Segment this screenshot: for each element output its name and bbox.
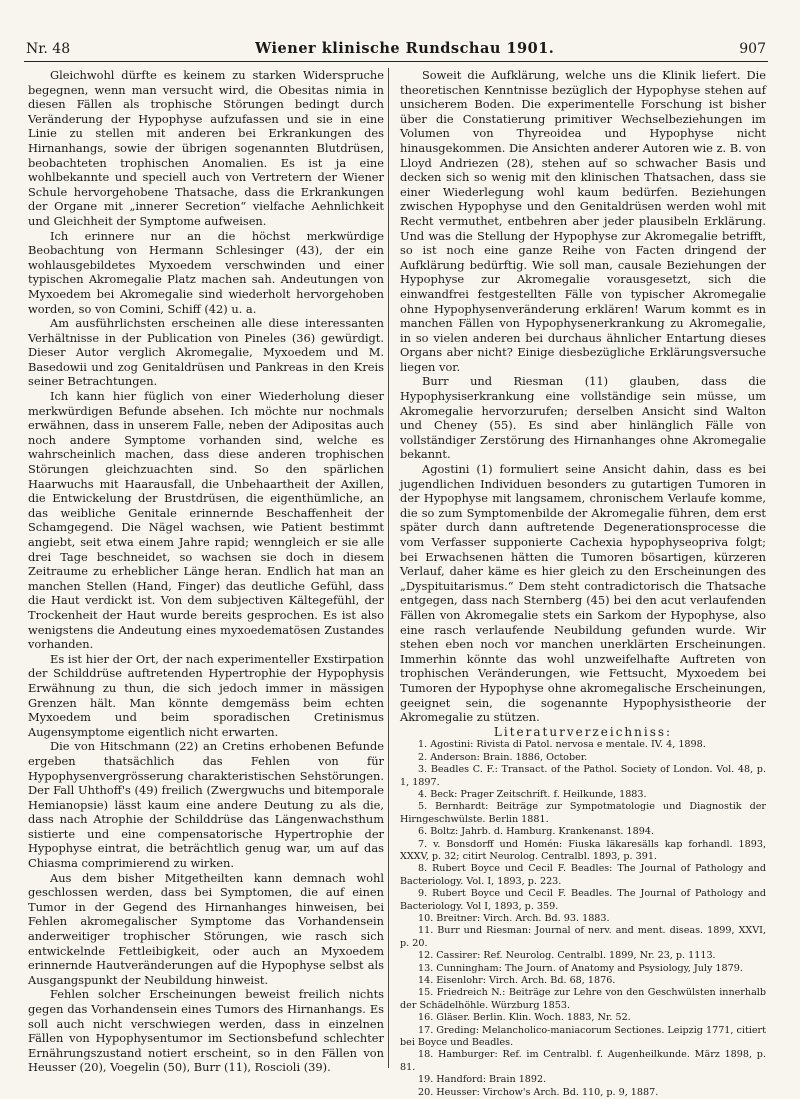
paragraph: Die von Hitschmann (22) an Cretins erhobenen Befunde ergeben thatsächlich das Fehlen von für Hypophysenvergrösserung charakteristischen Sehstörungen. Der Fall Uhthoff's (49) freilich (Zwergwuchs und bitemporale Hemianopsie) lässt kaum eine andere Deutung zu als die, dass nach Atrophie der Schilddrüse das Längenwachsthum sistierte und eine compensatorische Hypertrophie der Hypophyse eintrat, die beträchtlich genug war, um auf das Chiasma comprimierend zu wirken. [28, 739, 384, 871]
reference-item: 3. Beadles C. F.: Transact. of the Pathol. Society of London. Vol. 48, p. 1, 1897. [400, 764, 766, 788]
reference-item: 11. Burr und Riesman: Journal of nerv. and ment. diseas. 1899, XXVI, p. 20. [400, 925, 766, 949]
reference-item: 16. Gläser. Berlin. Klin. Woch. 1883, Nr. 52. [418, 1012, 631, 1024]
reference-item: 15. Friedreich N.: Beiträge zur Lehre von den Geschwülsten innerhalb der Schädelhöhle. Würzburg 1853. [400, 987, 766, 1011]
reference-item: 1. Agostini: Rivista di Patol. nervosa e mentale. IV. 4, 1898. [418, 739, 706, 751]
reference-item: 18. Hamburger: Ref. im Centralbl. f. Augenheilkunde. März 1898, p. 81. [400, 1049, 766, 1073]
issue-number: Nr. 48 [26, 41, 71, 57]
journal-title: Wiener klinische Rundschau 1901. [255, 40, 555, 57]
paragraph: Fehlen solcher Erscheinungen beweist freilich nichts gegen das Vorhandensein eines Tumors des Hirnanhangs. Es soll auch nicht verschwiegen werden, dass in einzelnen Fällen von Hypophysentumor im Sectionsbefund schlechter Ernährungszustand notiert erscheint, so in den Fällen von Heusser (20), Voegelin (50), Burr (11), Roscioli (39). [28, 987, 384, 1075]
paragraph: Aus dem bisher Mitgetheilten kann demnach wohl geschlossen werden, dass bei Symptomen, die auf einen Tumor in der Gegend des Hirnanhanges hinweisen, bei Fehlen akromegalischer Symptome das Vorhandensein anderweitiger trophischer Störungen, wie rasch sich entwickelnde Fettleibigkeit, oder auch an Myxoedem erinnernde Hautveränderungen auf die Hypophyse selbst als Ausgangspunkt der Neubildung hinweist. [28, 870, 384, 987]
paragraph: Burr und Riesman (11) glauben, dass die Hypophysiserkrankung eine vollständige sein müsse, um Akromegalie hervorzurufen; derselben Ansicht sind Walton und Cheney (55). Es sind aber hinlänglich Fälle von vollständiger Zerstörung des Hirnanhanges ohne Akromegalie bekannt. [400, 374, 766, 462]
paragraph: Ich kann hier füglich von einer Wiederholung dieser merkwürdigen Befunde absehen. Ich möchte nur nochmals erwähnen, dass in unserem Falle, neben der Adipositas auch noch andere Symptome vorhanden sind, welche es wahrscheinlich machen, dass diese anderen trophischen Störungen gleichzuachten sind. So den spärlichen Haarwuchs mit Haarausfall, die Unbehaartheit der Axillen, die Entwickelung der Brustdrüsen, die eigenthümliche, an das weibliche Genitale erinnernde Beschaffenheit der Schamgegend. Die Nägel wachsen, wie Patient bestimmt angiebt, seit etwa einem Jahre rapid; wenngleich er sie alle drei Tage beschneidet, so wachsen sie doch in diesem Zeitraume zu erheblicher Länge heran. Endlich hat man an manchen Stellen (Hand, Finger) das deutliche Gefühl, dass die Haut verdickt ist. Von dem subjectiven Kältegefühl, der Trockenheit der Haut wurde bereits gesprochen. Es ist also wenigstens die Andeutung eines myxoedematösen Zustandes vorhanden. [28, 389, 384, 652]
reference-item: 6. Boltz: Jahrb. d. Hamburg. Krankenanst. 1894. [418, 826, 654, 838]
paragraph: Agostini (1) formuliert seine Ansicht dahin, dass es bei jugendlichen Individuen besonders zu gutartigen Tumoren in der Hypophyse mit langsamem, chronischem Verlaufe komme, die so zum Symptomenbilde der Akromegalie führen, dem erst später durch dann auftretende Degenerationsprocesse die vom Verfasser supponierte Cachexia hypophyseopriva folgt; bei Erwachsenen hätten die Tumoren bösartigen, kürzeren Verlauf, daher käme es hier gleich zu den Erscheinungen des „Dyspituitarismus.“ Dem steht contradictorisch die Thatsache entgegen, dass nach Sternberg (45) bei den acut verlaufenden Fällen von Akromegalie stets ein Sarkom der Hypophyse, also eine rasch verlaufende Neubildung gefunden wurde. Wir stehen eben noch vor manchen unerklärten Erscheinungen. Immerhin könnte das wohl unzweifelhafte Auftreten von trophischen Veränderungen, wie Fettsucht, Myxoedem bei Tumoren der Hypophyse ohne akromegalische Erscheinungen, geeignet sein, die sogenannte Hypophysistheorie der Akromegalie zu stützen. [400, 462, 766, 725]
reference-item: 7. v. Bonsdorff und Homén: Fiuska läkaresälls kap forhandl. 1893, XXXV, p. 32; citirt Neurolog. Centralbl. 1893, p. 391. [400, 838, 766, 862]
reference-item: 19. Handford: Brain 1892. [418, 1074, 547, 1086]
page-header [26, 40, 766, 60]
header-rule [24, 61, 768, 62]
paragraph: Ich erinnere nur an die höchst merkwürdige Beobachtung von Hermann Schlesinger (43), der ein wohlausgebildetes Myxoedem verschwinden und einer typischen Akromegalie Platz machen sah. Andeutungen von Myxoedem bei Akromegalie sind wiederholt hervorgehoben worden, so von Comini, Schiff (42) u. a. [28, 228, 384, 316]
reference-item: 9. Rubert Boyce und Cecil F. Beadles. The Journal of Pathology and Bacteriology. Vol I, 1893, p. 359. [400, 888, 766, 912]
column-divider [388, 68, 389, 1068]
reference-item: 17. Greding: Melancholico-maniacorum Sectiones. Leipzig 1771, citiert bei Boyce und Beadles. [400, 1024, 766, 1049]
reference-item: 10. Breitner: Virch. Arch. Bd. 93. 1883. [418, 913, 610, 924]
reference-item: 14. Eisenlohr: Virch. Arch. Bd. 68, 1876. [418, 975, 616, 987]
page-number: 907 [739, 41, 766, 57]
paragraph: Soweit die Aufklärung, welche uns die Klinik liefert. Die theoretischen Kenntnisse bezüglich der Hypophyse stehen auf unsicherem Boden. Die experimentelle Forschung ist bisher über die Constatierung primitiver Wechselbeziehungen im Volumen von Thyreoidea und Hypophyse nicht hinausgekommen. Die Ansichten anderer Autoren wie z. B. von Lloyd Andriezen (28), stehen auf so schwacher Basis und decken sich so wenig mit den klinischen Thatsachen, dass sie einer Wiederlegung wohl kaum bedürfen. Beziehungen zwischen Hypophyse und den Genitaldrüsen werden wohl mit Recht vermuthet, entbehren aber jeder plausibeln Erklärung. Und was die Stellung der Hypophyse zur Akromegalie betrifft, so ist noch eine ganze Reihe von Facten dringend der Aufklärung bedürftig. Wie soll man, causale Beziehungen der Hypophyse zur Akromegalie vorausgesetzt, sich die einwandfrei festgestellten Fälle von typischer Akromegalie ohne Hypophysenveränderung erklären! Warum kommt es in manchen Fällen von Hypophysenerkrankung zu Akromegalie, in so vielen anderen bei durchaus ähnlicher Entartung dieses Organs aber nicht? Einige diesbezügliche Erklärungsversuche liegen vor. [400, 68, 766, 374]
paragraph: Am ausführlichsten erscheinen alle diese interessanten Verhältnisse in der Publication von Pineles (36) gewürdigt. Dieser Autor verglich Akromegalie, Myxoedem und M. Basedowii und zog Genitaldrüsen und Pankreas in den Kreis seiner Betrachtungen. [28, 316, 384, 389]
right-column [400, 68, 766, 1099]
reference-item: 13. Cunningham: The Journ. of Anatomy and Psysiology, July 1879. [418, 962, 743, 974]
reference-item: 2. Anderson: Brain. 1886, October. [418, 751, 588, 763]
literature-heading: Literaturverzeichniss: [493, 724, 673, 739]
paragraph: Gleichwohl dürfte es keinem zu starken Widerspruche begegnen, wenn man versucht wird, die Obesitas nimia in diesen Fällen als trophische Störungen bedingt durch Veränderung der Hypophyse aufzufassen und sie in eine Linie zu stellen mit anderen bei Erkrankungen des Hirnanhangs, sowie der übrigen sogenannten Blutdrüsen, beobachteten trophischen Anomalien. Es ist ja eine wohlbekannte und speciell auch von Vertretern der Wiener Schule hervorgehobene Thatsache, dass die Erkrankungen der Organe mit „innerer Secretion“ vielfache Aehnlichkeit und Gleichheit der Symptome aufweisen. [28, 68, 384, 228]
paragraph: Es ist hier der Ort, der nach experimenteller Exstirpation der Schilddrüse auftretenden Hypertrophie der Hypophysis Erwähnung zu thun, die sich jedoch immer in mässigen Grenzen hält. Man könnte demgemäss beim echten Myxoedem und beim sporadischen Cretinismus Augensymptome eigentlich nicht erwarten. [28, 651, 384, 739]
left-column [28, 68, 384, 1075]
reference-item: 5. Bernhardt: Beiträge zur Sympotmatologie und Diagnostik der Hirngeschwülste. Berlin 1881. [400, 801, 766, 825]
literature-list [400, 739, 766, 1099]
reference-item: 12. Cassirer: Ref. Neurolog. Centralbl. 1899, Nr. 23, p. 1113. [418, 950, 716, 962]
reference-item: 8. Rubert Boyce und Cecil F. Beadles: The Journal of Pathology and Bacteriology. Vol. I, 1893, p. 223. [400, 863, 766, 887]
reference-item: 4. Beck: Prager Zeitschrift. f. Heilkunde, 1883. [418, 788, 647, 800]
reference-item: 20. Heusser: Virchow's Arch. Bd. 110, p. 9, 1887. [418, 1086, 659, 1098]
